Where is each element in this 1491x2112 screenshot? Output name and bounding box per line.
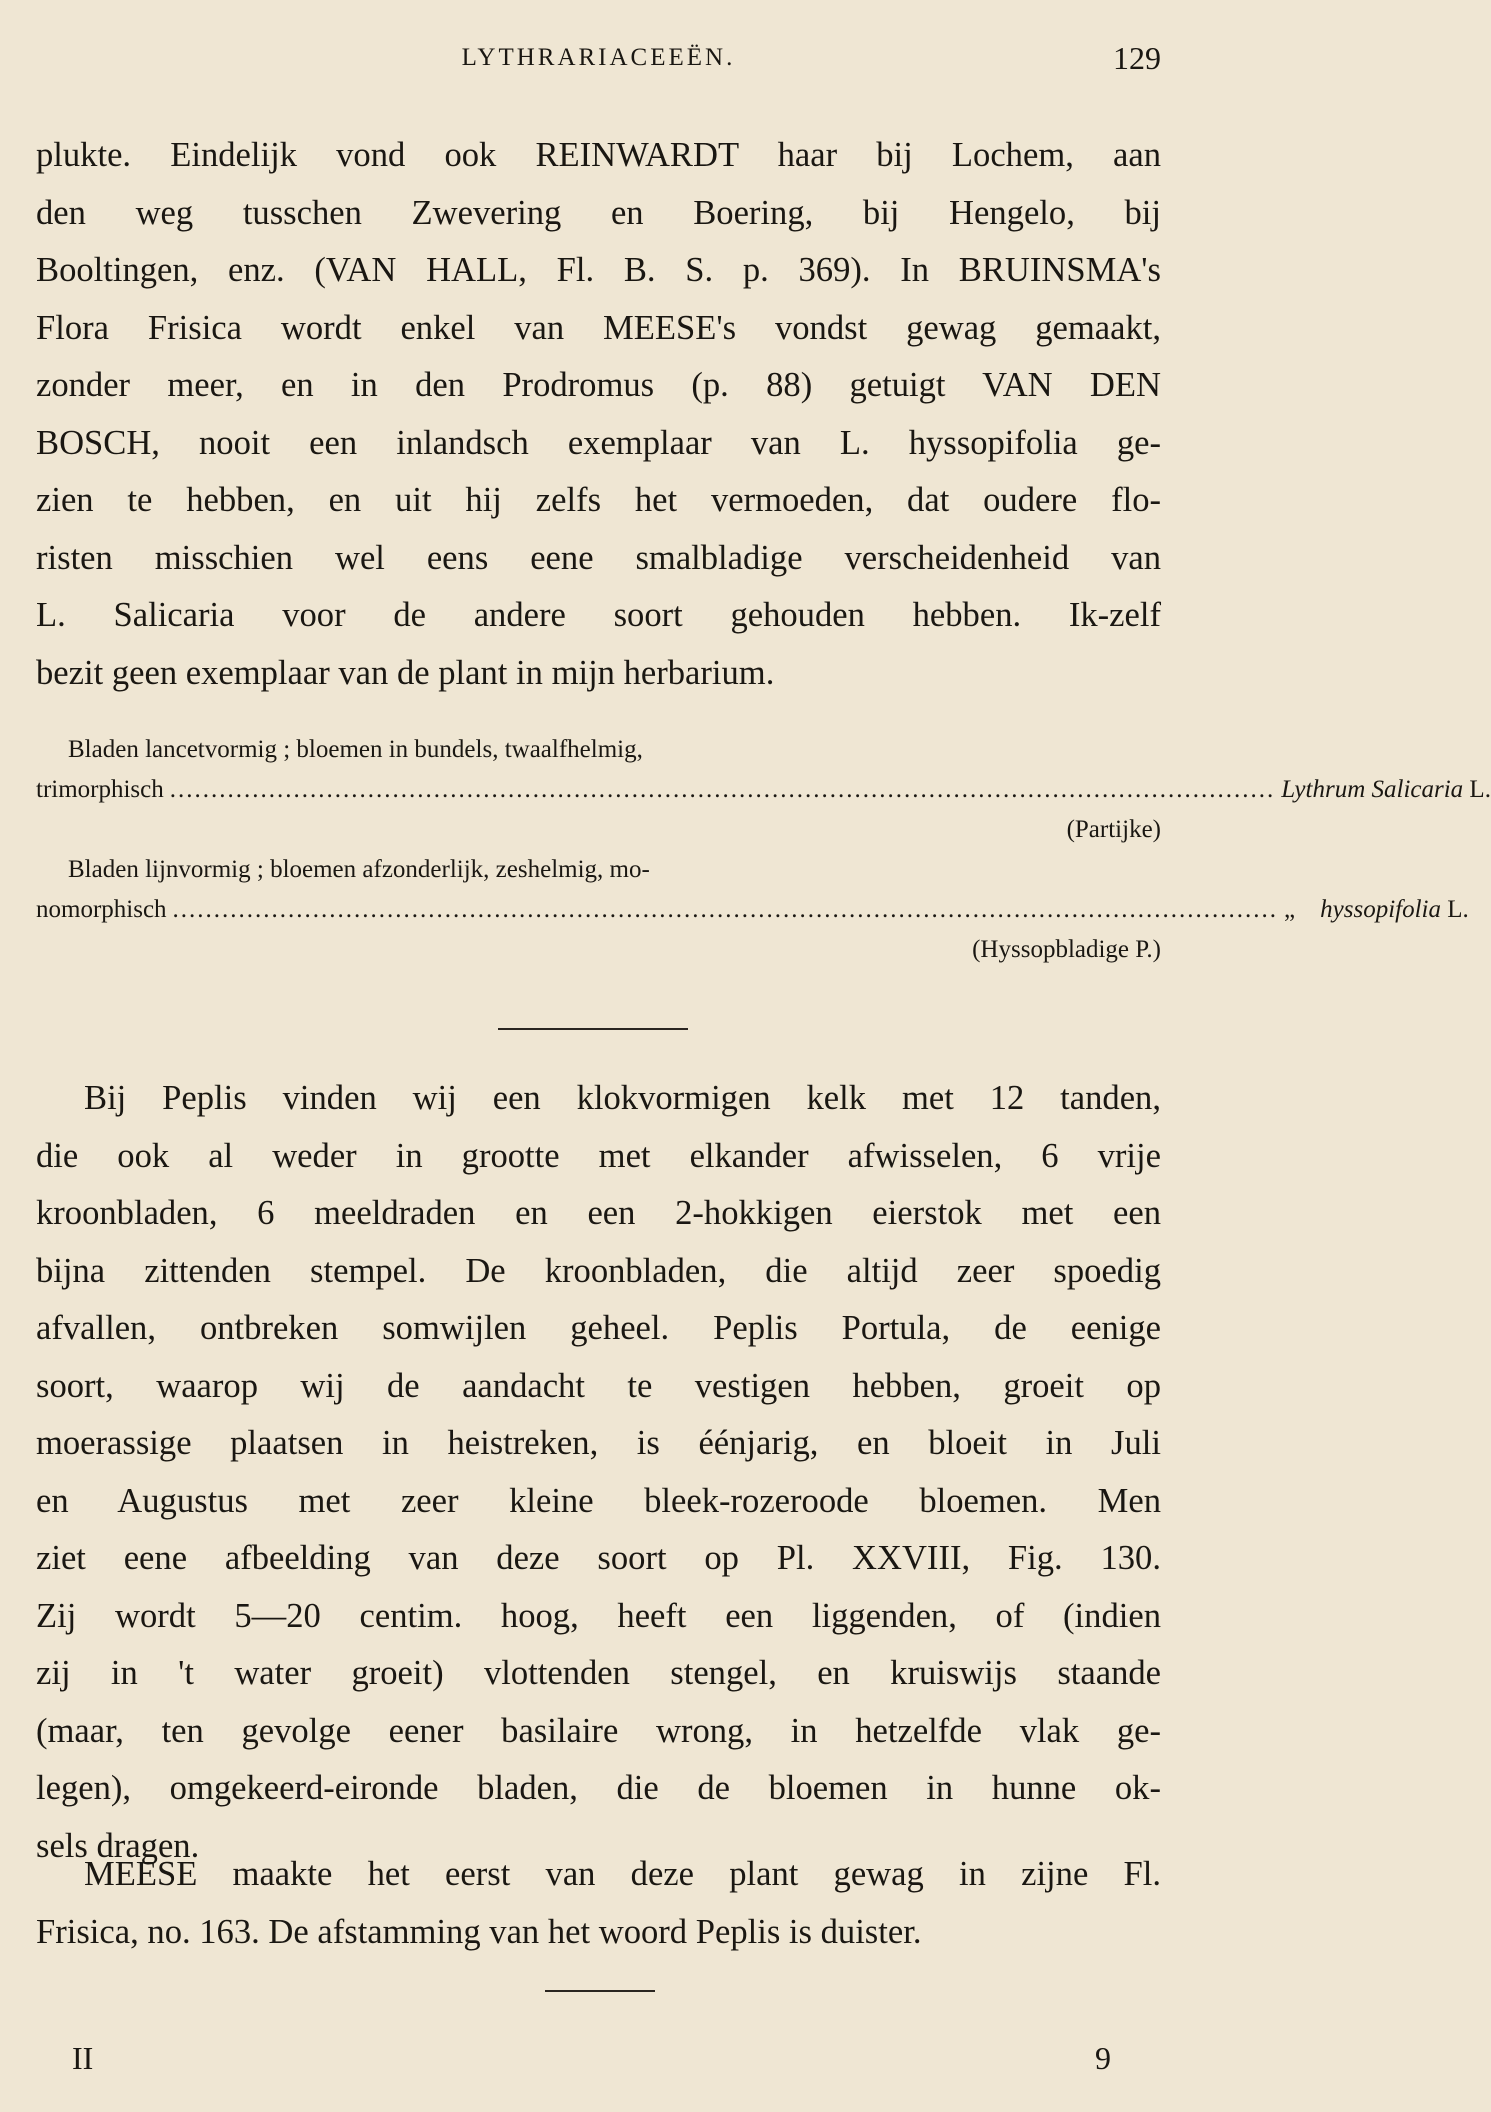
key-entry-1-author: L.: [1469, 776, 1491, 803]
leader-dots: ......................................................................................................................................: [169, 776, 1276, 803]
text-line: (maar, ten gevolge eener basilaire wrong, in hetzelfde vlak ge-: [36, 1711, 1161, 1750]
text-line: zien te hebben, en uit hij zelfs het vermoeden, dat oudere flo-: [36, 481, 1161, 519]
species-key: [36, 730, 1491, 970]
text-line: kroonbladen, 6 meeldraden en een 2-hokkigen eierstok met een: [36, 1194, 1161, 1232]
paragraph-peplis-description: [36, 1070, 1161, 1875]
paragraph-lythrum-history: [36, 127, 1161, 702]
key-entry-1-description: Bladen lancetvormig ; bloemen in bundels, twaalfhelmig,: [68, 736, 643, 763]
page-header: [36, 40, 1161, 84]
key-entry-2-description: Bladen lijnvormig ; bloemen afzonderlijk, zeshelmig, mo-: [68, 856, 650, 883]
key-entry-2-vernacular: (Hyssopbladige P.): [972, 936, 1161, 963]
text-line: afvallen, ontbreken somwijlen geheel. Peplis Portula, de eenige: [36, 1309, 1161, 1347]
key-entry-1-taxon: Lythrum Salicaria: [1281, 776, 1464, 803]
text-line: Booltingen, enz. (VAN HALL, Fl. B. S. p. 369). In BRUINSMA's: [36, 251, 1161, 289]
section-divider: [498, 1028, 688, 1030]
text-line: en Augustus met zeer kleine bleek-rozeroode bloemen. Men: [36, 1481, 1161, 1520]
sheet-number: 9: [1095, 2040, 1111, 2076]
text-line: die ook al weder in grootte met elkander afwisselen, 6 vrije: [36, 1136, 1161, 1175]
key-entry-2-result: [36, 890, 1469, 930]
text-line: den weg tusschen Zwevering en Boering, bij Hengelo, bij: [36, 193, 1161, 232]
ditto-mark: „: [1284, 896, 1296, 923]
key-entry-2-continuation: nomorphisch: [36, 896, 167, 923]
text-line: zonder meer, en in den Prodromus (p. 88) getuigt VAN DEN: [36, 366, 1161, 404]
key-entry-1-continuation: trimorphisch: [36, 776, 164, 803]
key-entry-1-vernacular: (Partijke): [1066, 816, 1161, 843]
leader-dots: ......................................................................................................................................: [172, 896, 1279, 923]
text-line: soort, waarop wij de aandacht te vestigen hebben, groeit op: [36, 1366, 1161, 1405]
signature-mark: II: [72, 2040, 94, 2076]
page-number: 129: [1113, 40, 1161, 76]
text-line: bezit geen exemplaar van de plant in mijn herbarium.: [36, 653, 775, 692]
text-line: plukte. Eindelijk vond ook REINWARDT haar bij Lochem, aan: [36, 136, 1161, 174]
text-line: MEESE maakte het eerst van deze plant gewag in zijne Fl.: [84, 1855, 1161, 1893]
running-title: LYTHRARIACEEËN.: [461, 44, 736, 71]
text-line: risten misschien wel eens eene smalbladige verscheidenheid van: [36, 538, 1161, 577]
text-line: ziet eene afbeelding van deze soort op Pl. XXVIII, Fig. 130.: [36, 1539, 1161, 1577]
text-line: legen), omgekeerd-eironde bladen, die de bloemen in hunne ok-: [36, 1769, 1161, 1807]
footer-divider: [545, 1990, 655, 1992]
text-line: sels dragen.: [36, 1826, 200, 1865]
text-line: Flora Frisica wordt enkel van MEESE's vondst gewag gemaakt,: [36, 308, 1161, 347]
text-line: Bij Peplis vinden wij een klokvormigen kelk met 12 tanden,: [84, 1079, 1161, 1117]
paragraph-meese-etymology: [36, 1846, 1161, 1961]
text-line: bijna zittenden stempel. De kroonbladen, die altijd zeer spoedig: [36, 1251, 1161, 1290]
text-line: L. Salicaria voor de andere soort gehouden hebben. Ik-zelf: [36, 596, 1161, 634]
text-line: moerassige plaatsen in heistreken, is éénjarig, en bloeit in Juli: [36, 1424, 1161, 1462]
key-entry-2-taxon: hyssopifolia: [1320, 896, 1441, 923]
text-line: Frisica, no. 163. De afstamming van het woord Peplis is duister.: [36, 1912, 922, 1951]
text-line: Zij wordt 5—20 centim. hoog, heeft een liggenden, of (indien: [36, 1596, 1161, 1635]
key-entry-1-result: [36, 770, 1491, 810]
text-line: BOSCH, nooit een inlandsch exemplaar van L. hyssopifolia ge-: [36, 423, 1161, 462]
key-entry-2-author: L.: [1447, 896, 1469, 923]
text-line: zij in 't water groeit) vlottenden stengel, en kruiswijs staande: [36, 1654, 1161, 1692]
